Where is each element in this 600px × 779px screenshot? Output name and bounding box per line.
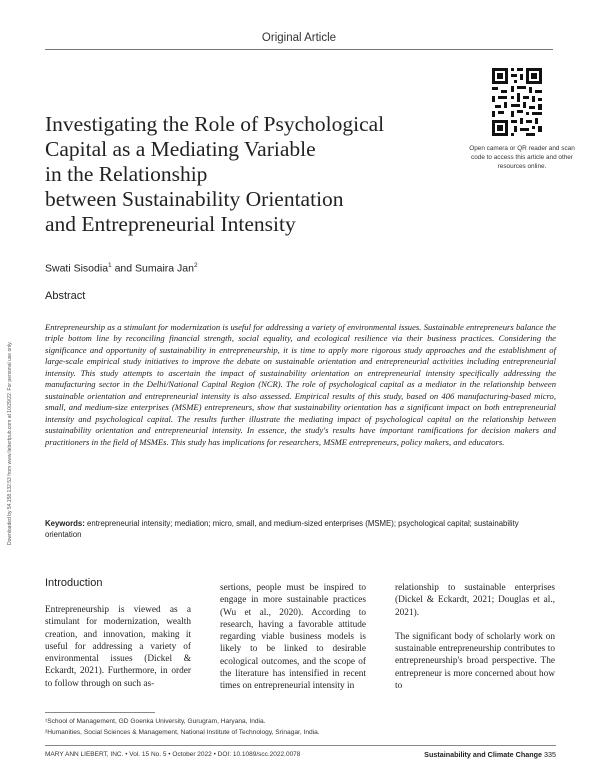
footer-divider [45,745,556,746]
footer-journal [424,750,556,759]
title-line: in the Relationship [45,162,208,186]
body-paragraph: The significant body of scholarly work on sustainable entrepreneurship contributes to entrepreneurship's broad perspective. The entrepreneur is more concerned about how to [395,631,555,692]
header-divider [45,49,553,50]
abstract-body: Entrepreneurship as a stimulant for modernization is useful for addressing a variety of environmental issues. Sustainable entrepreneurs balance the triple bottom line by reconciling financial strength, social equality, and ecological resilience via their business practices. Considering the significance and opportunity of sustainability in entrepreneurship, it is time to apply more rigorous study approaches and the establishment of large-scale empirical study initiatives to improve the debate on sustainable orientation and entrepreneurial activities including entrepreneurial intensity. This study attempts to ascertain the impact of sustainability orientation on entrepreneurial intensity specifically addressing the manufacturing sector in the Delhi/National Capital Region (NCR). The role of psychological capital as a mediator in the relationship between sustainable orientation and entrepreneurial intensity is also assessed. Empirical results of this study, based on 406 manufacturing-based micro, small, and medium-size enterprises (MSME) entrepreneurs, show that sustainability orientation has a significant impact on both entrepreneurial intensity and psychological capital. The results further illustrate the mediating impact of psychological capital on the relationship between sustainability orientation and entrepreneurial intensity. In essence, the study's results have important ramifications for decision makers and practitioners in the field of MSMEs. This study has implications for researchers, MSME entrepreneurs, policy makers, and educators. [45,322,556,447]
body-paragraph: relationship to sustainable enterprises (Dickel & Eckardt, 2021; Douglas et al., 2021). [395,583,555,618]
download-note-text: Downloaded by 54.158.132.53 from www.liebertpub.com at 10/29/22. For personal use only. [7,341,13,545]
qr-code-icon[interactable] [490,66,544,138]
abstract-heading: Abstract [45,290,86,302]
author-separator: and [111,262,136,275]
keywords-text: entrepreneurial intensity; mediation; micro, small, and medium-sized enterprises (MSME); psychological capital; sustainability orientation [45,519,519,539]
affiliation-marker: 1 [108,262,112,269]
affiliation-marker: 2 [193,262,198,269]
title-line: Investigating the Role of Psychological [45,112,385,136]
footnote-affiliation-1: ¹School of Management, GD Goenka University, Gurugram, Haryana, India. [45,718,266,725]
author-name[interactable]: Swati Sisodia [45,262,109,275]
footnote-divider [45,712,155,713]
article-type: Original Article [261,32,337,44]
author-list [45,262,198,275]
title-line: Capital as a Mediating Variable [45,137,316,161]
body-column-3 [395,582,555,704]
keywords [45,518,556,540]
footer-citation: MARY ANN LIEBERT, INC. • Vol. 15 No. 5 • October 2022 • DOI: 10.1089/scc.2022.0078 [45,751,301,758]
keywords-label: Keywords: [45,519,85,528]
download-note [3,245,17,545]
body-column-2: sertions, people must be inspired to engage in more sustainable practices (Wu et al., 2020). According to research, having a favorable attitude regarding viable business models is likely to be linked to desirable ecological outcomes, and the scope of the literature has intensified in recent times on entrepreneurial intensity in [220,583,366,692]
footnotes [45,716,320,738]
article-title [45,112,465,237]
author-name[interactable]: Sumaira Jan [135,262,194,275]
page-number: 335 [542,750,556,759]
body-column-1: Entrepreneurship is viewed as a stimulant for modernization, wealth creation, and innovation, making it useful for addressing a variety of environmental issues (Dickel & Eckardt, 2021). Furthermore, in order to follow through on such as- [45,605,191,689]
title-line: between Sustainability Orientation [45,187,344,211]
footnote-affiliation-2: ²Humanities, Social Sciences & Management, National Institute of Technology, Srinagar, India. [45,729,320,736]
journal-name: Sustainability and Climate Change [424,750,542,759]
title-line: and Entrepreneurial Intensity [45,212,296,236]
introduction-heading: Introduction [45,577,103,589]
qr-caption: Open camera or QR reader and scan code to access this article and other resources online. [469,145,575,170]
